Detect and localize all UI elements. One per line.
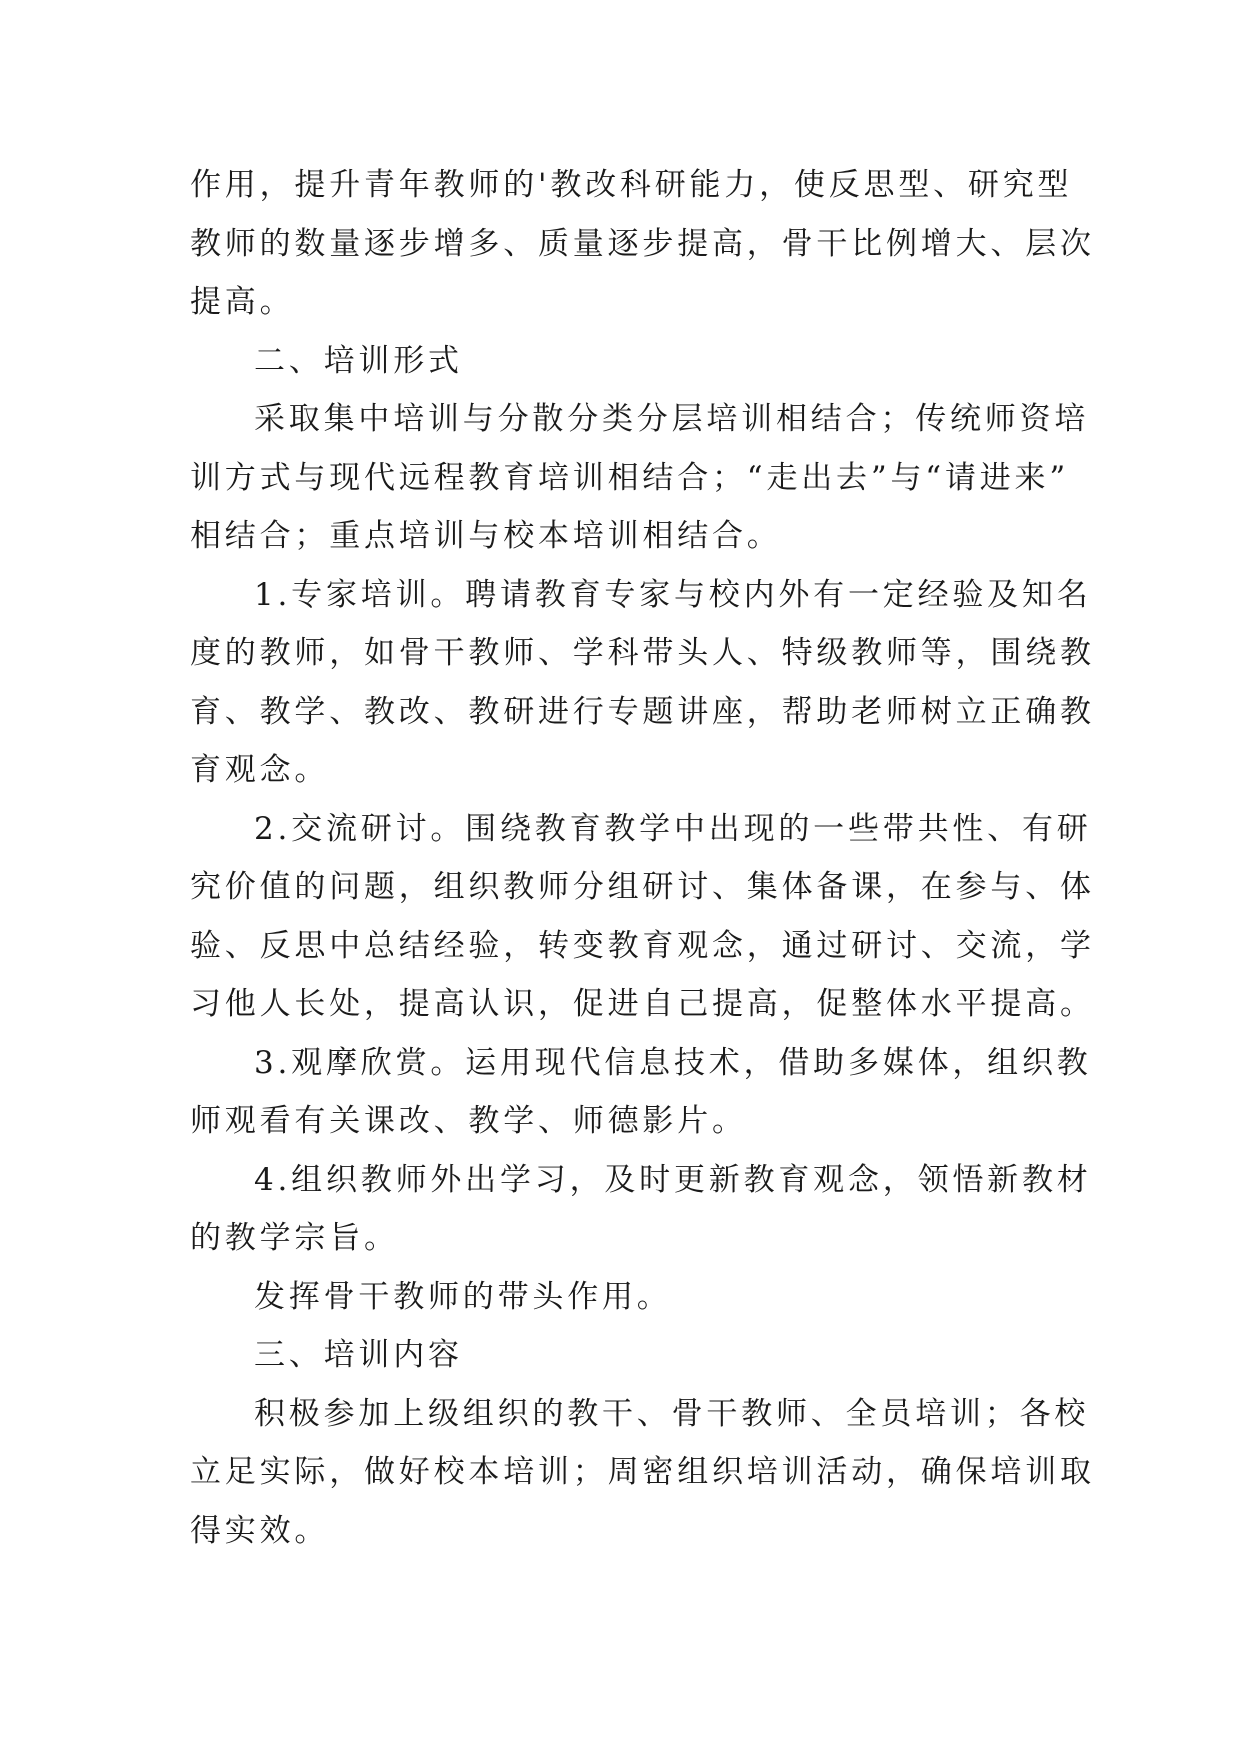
text-line: 二、培训形式: [254, 342, 463, 379]
text-line: 的教学宗旨。: [190, 1220, 399, 1256]
text-line: 究价值的问题，组织教师分组研讨、集体备课，在参与、体: [190, 869, 1095, 905]
text-line: 育、教学、教改、教研进行专题讲座，帮助老师树立正确教: [190, 693, 1095, 730]
text-line: 3.观摩欣赏。运用现代信息技术，借助多媒体，组织教: [254, 1044, 1092, 1081]
text-line: 4.组织教师外出学习，及时更新教育观念，领悟新教材: [254, 1161, 1092, 1198]
text-line: 度的教师，如骨干教师、学科带头人、特级教师等，围绕教: [190, 635, 1095, 671]
text-line: 积极参加上级组织的教干、骨干教师、全员培训；各校: [254, 1395, 1090, 1432]
text-line: 采取集中培训与分散分类分层培训相结合；传统师资培: [254, 401, 1090, 437]
text-line: 验、反思中总结经验，转变教育观念，通过研讨、交流，学: [190, 927, 1095, 964]
text-line: 习他人长处，提高认识，促进自己提高，促整体水平提高。: [190, 986, 1095, 1022]
text-line: 师观看有关课改、教学、师德影片。: [190, 1103, 747, 1139]
text-line: 训方式与现代远程教育培训相结合；“走出去”与“请进来”: [190, 459, 1069, 496]
text-line: 作用，提升青年教师的'教改科研能力，使反思型、研究型: [190, 167, 1073, 203]
text-line: 立足实际，做好校本培训；周密组织培训活动，确保培训取: [190, 1454, 1095, 1490]
text-line: 育观念。: [190, 752, 330, 788]
document-body: [190, 156, 1095, 1560]
text-line: 1.专家培训。聘请教育专家与校内外有一定经验及知名: [254, 576, 1092, 613]
text-line: 发挥骨干教师的带头作用。: [254, 1278, 672, 1315]
text-line: 教师的数量逐步增多、质量逐步提高，骨干比例增大、层次: [190, 225, 1095, 262]
text-line: 得实效。: [190, 1512, 330, 1549]
text-line: 相结合；重点培训与校本培训相结合。: [190, 518, 782, 554]
text-line: 三、培训内容: [254, 1337, 463, 1373]
text-line: 2.交流研讨。围绕教育教学中出现的一些带共性、有研: [254, 810, 1092, 847]
text-line: 提高。: [190, 284, 295, 320]
